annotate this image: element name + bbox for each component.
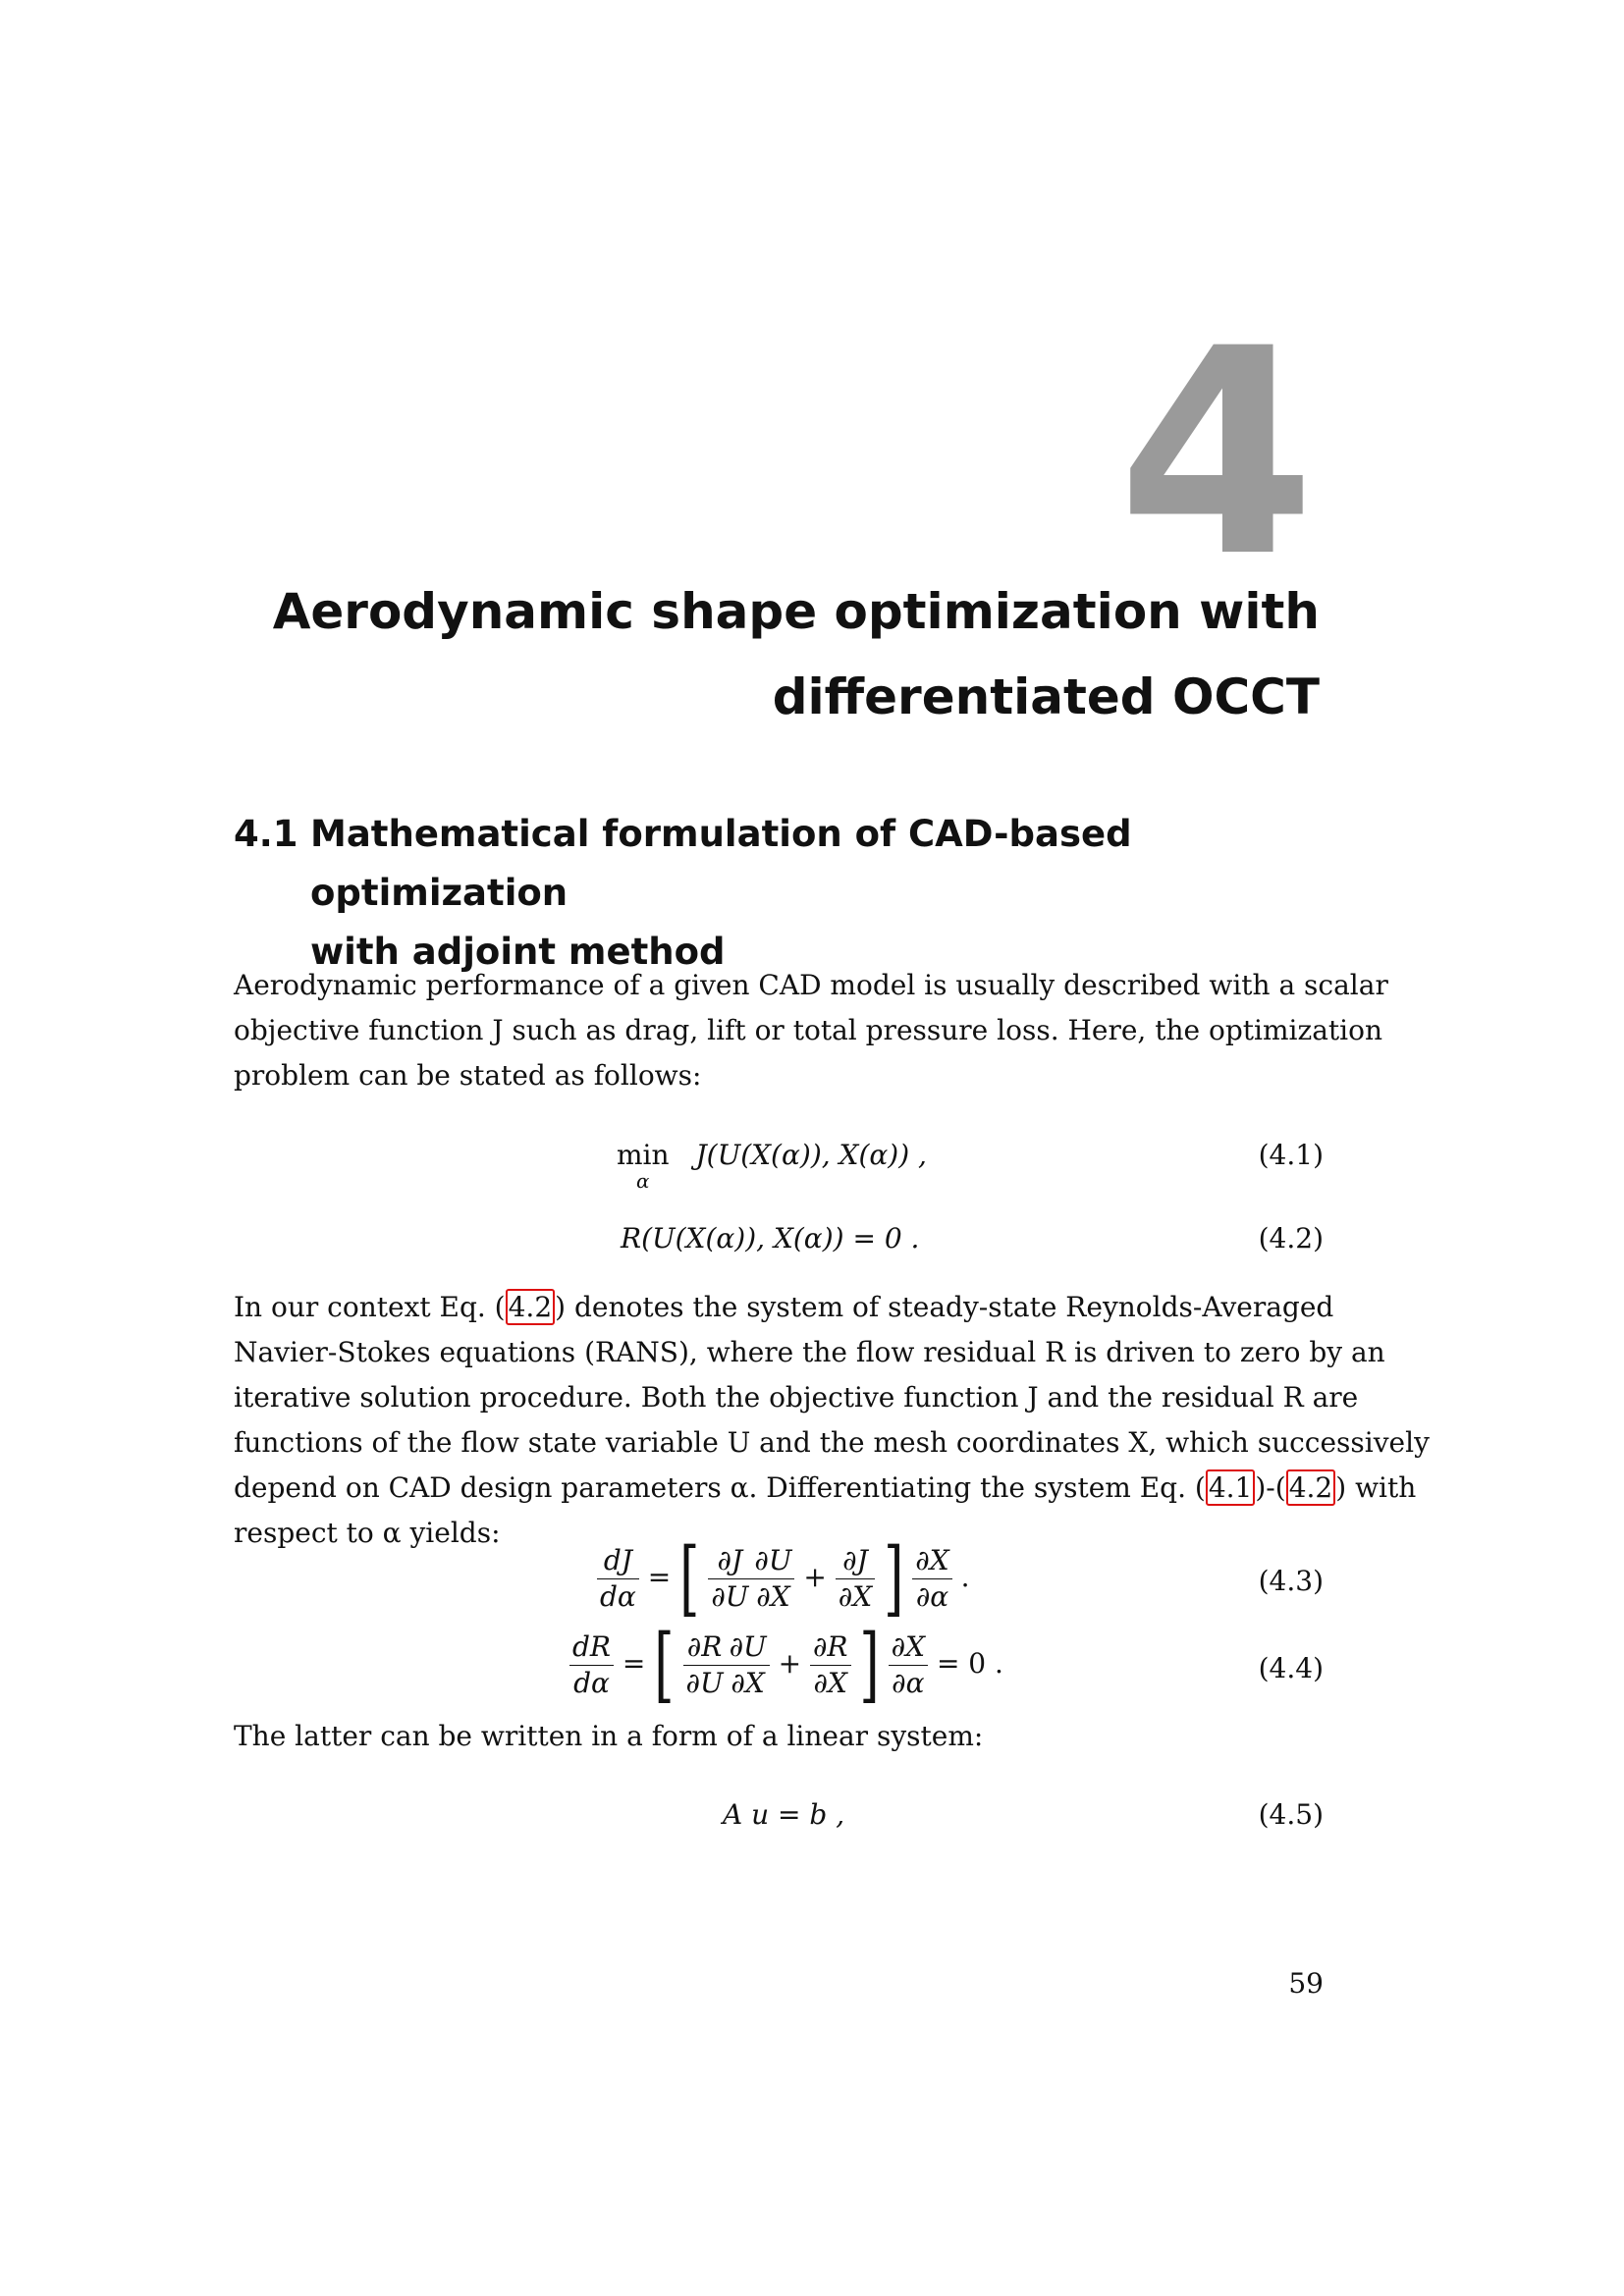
section-heading (234, 805, 1363, 982)
equation-ref-link[interactable]: 4.1 (1206, 1469, 1256, 1506)
objective-expression: J(U(X(α)), X(α)) , (695, 1139, 927, 1171)
paragraph-line: The latter can be written in a form of a linear system: (234, 1720, 984, 1752)
paragraph-line: In our context Eq. ( 4.2 ) denotes the system of steady-state Reynolds-Averaged (234, 1291, 1334, 1323)
paragraph-line: respect to α yields: (234, 1517, 501, 1549)
equation-number: (4.3) (1258, 1565, 1324, 1597)
equation-4-1 (617, 1139, 927, 1193)
section-title-line2: with adjoint method (310, 931, 726, 973)
chapter-title (240, 569, 1320, 740)
chapter-title-line1: Aerodynamic shape optimization with (272, 583, 1320, 640)
min-operator: min (617, 1139, 670, 1171)
section-title-line1: Mathematical formulation of CAD-based optimization (310, 813, 1132, 914)
equation-number: (4.4) (1258, 1652, 1324, 1684)
min-subscript: α (636, 1169, 650, 1193)
paragraph-linear-system (234, 1714, 1324, 1759)
equation-4-4: $\frac{dR}{d\alpha}$ = [ $\frac{\partial R}{\partial U}$ $\frac{\partial U}{\partial X}$ + $\frac{\partial R}{\partial X}$ ] $\frac{\partial X}{\partial\alpha}$ = 0 . (569, 1629, 1003, 1701)
paragraph-intro (234, 963, 1388, 1098)
paragraph-line: functions of the flow state variable U and the mesh coordinates X, which successively (234, 1426, 1430, 1459)
equation-number: (4.2) (1258, 1222, 1324, 1255)
chapter-number: 4 (1117, 289, 1316, 619)
equation-number: (4.1) (1258, 1139, 1324, 1171)
equation-ref-link[interactable]: 4.2 (506, 1289, 556, 1325)
chapter-title-line2: differentiated OCCT (772, 668, 1320, 725)
section-number: 4.1 (234, 813, 298, 855)
equation-ref-link[interactable]: 4.2 (1286, 1469, 1336, 1506)
paragraph-line: depend on CAD design parameters α. Differentiating the system Eq. ( 4.1 )-( 4.2 ) with (234, 1471, 1417, 1504)
equation-4-3: $\frac{dJ}{d\alpha}$ = [ $\frac{\partial J}{\partial U}$ $\frac{\partial U}{\partial X}$ + $\frac{\partial J}{\partial X}$ ] $\frac{\partial X}{\partial\alpha}$ . (597, 1543, 970, 1615)
paragraph-line: Navier-Stokes equations (RANS), where the flow residual R is driven to zero by an (234, 1336, 1385, 1368)
equation-number: (4.5) (1258, 1798, 1324, 1831)
paragraph-line: objective function J such as drag, lift or total pressure loss. Here, the optimization (234, 1014, 1383, 1046)
paragraph-line: problem can be stated as follows: (234, 1059, 702, 1092)
equation-4-5: A u = b , (723, 1798, 845, 1831)
paragraph-line: Aerodynamic performance of a given CAD model is usually described with a scalar (234, 969, 1388, 1001)
paragraph-line: iterative solution procedure. Both the objective function J and the residual R are (234, 1381, 1359, 1414)
paragraph-context (234, 1285, 1430, 1556)
equation-4-2: R(U(X(α)), X(α)) = 0 . (621, 1222, 920, 1255)
page-number: 59 (1288, 1967, 1324, 2000)
